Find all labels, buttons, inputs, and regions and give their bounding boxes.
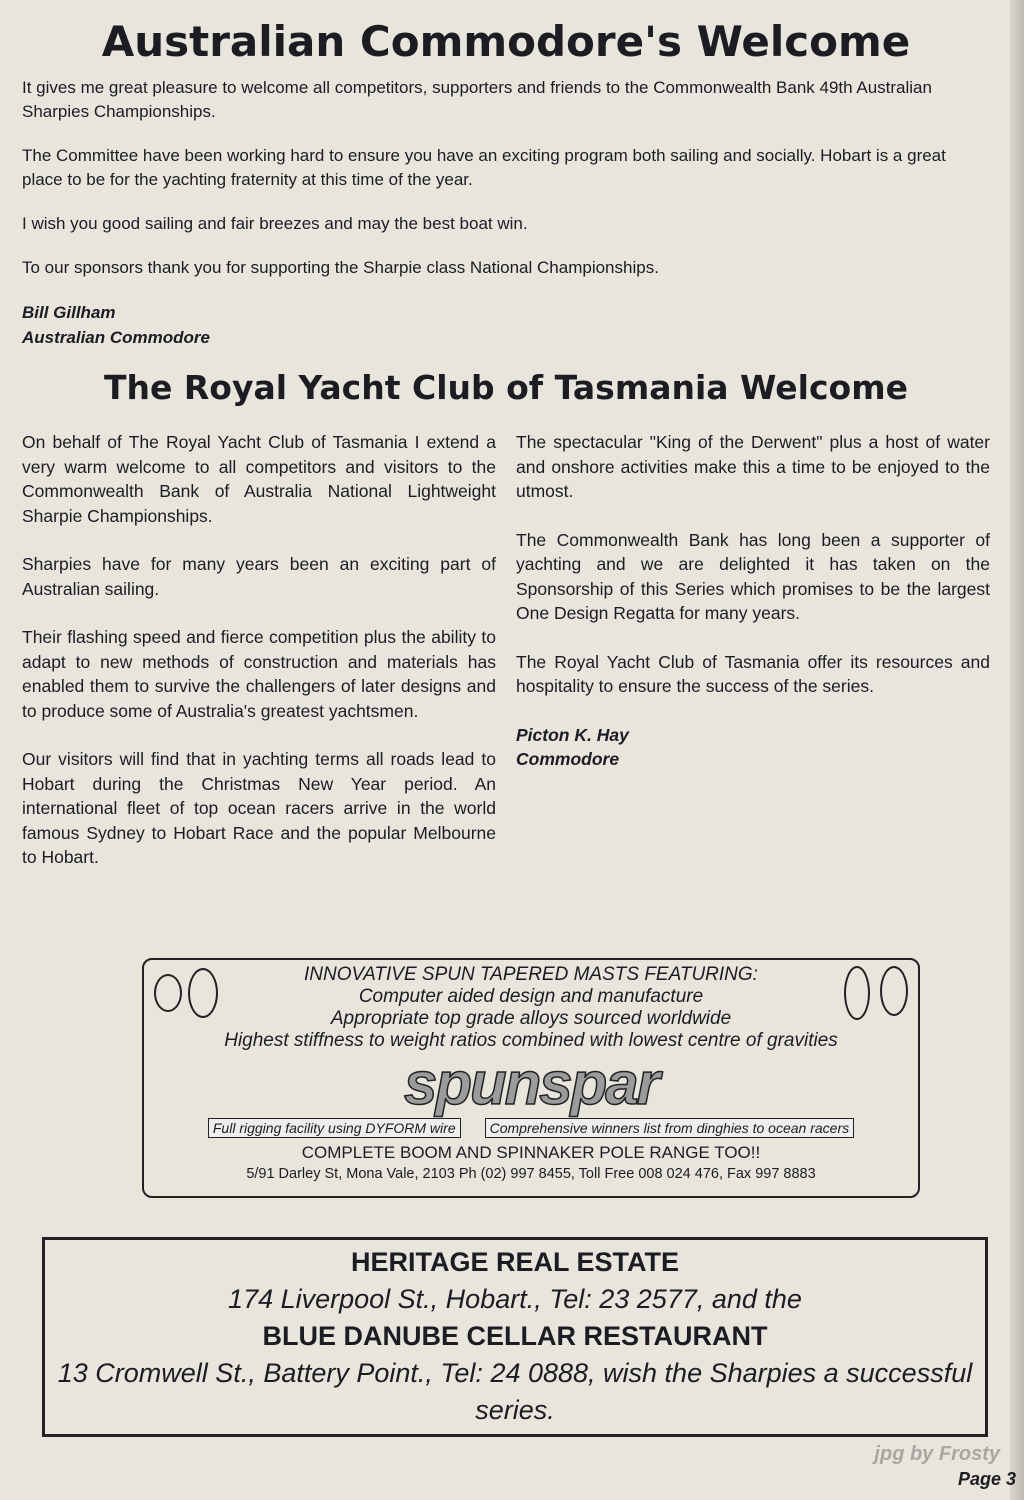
mast-section-icon [844,966,870,1020]
paragraph: I wish you good sailing and fair breezes and may the best boat win. [22,214,528,233]
scan-credit: jpg by Frosty [874,1443,1000,1465]
paragraph: The Commonwealth Bank has long been a supporter of yachting and we are delighted it has taken on the Sponsorship of this Series which promises to be the largest One Design Regatta for many years. [516,529,990,623]
paragraph: The Royal Yacht Club of Tasmania offer its resources and hospitality to ensure the success of the series. [516,651,990,696]
signature-name: Bill Gillham [22,303,116,322]
business-address: 174 Liverpool St., Hobart., Tel: 23 2577, and the [228,1284,802,1314]
article-body [22,16,990,894]
page-number: Page 3 [957,1469,1016,1489]
left-column [22,430,496,894]
signature-role: Australian Commodore [22,328,210,347]
business-address: 13 Cromwell St., Battery Point., Tel: 24 0888, wish the Sharpies a successful series. [57,1358,973,1425]
paragraph: On behalf of The Royal Yacht Club of Tasmania I extend a very warm welcome to all competitors and visitors to the Commonwealth Bank of Australia National Lightweight Sharpie Championships. [22,432,496,526]
signature-name: Picton K. Hay [516,724,629,745]
paragraph: To our sponsors thank you for supporting the Sharpie class National Championships. [22,258,659,277]
paragraph: Our visitors will find that in yachting terms all roads lead to Hobart during the Christmas New Year period. An international fleet of top ocean racers arrive in the world famous Sydney to Hobart Race and the popular Melbourne to Hobart. [22,749,496,867]
heritage-real-estate-advertisement [42,1237,988,1437]
ad-feature: Appropriate top grade alloys sourced worldwide [330,1008,732,1029]
page-edge [1010,0,1024,1500]
paragraph: The Committee have been working hard to ensure you have an exciting program both sailing and socially. Hobart is a great place to be for the yachting fraternity at this time of the year. [22,146,946,189]
signature-role: Commodore [516,749,620,769]
ad-tag: Full rigging facility using DYFORM wire [208,1118,461,1138]
ad-feature: Computer aided design and manufacture [358,986,704,1007]
ad-tags [144,1118,918,1138]
rytc-welcome-title: The Royal Yacht Club of Tasmania Welcome [104,368,908,407]
business-name: BLUE DANUBE CELLAR RESTAURANT [262,1321,768,1351]
rytc-signature [516,723,990,772]
mast-section-icon [154,974,182,1012]
ad-tag: Comprehensive winners list from dinghies to ocean racers [485,1118,855,1138]
commodore-signature [22,300,990,350]
ad-address: 5/91 Darley St, Mona Vale, 2103 Ph (02) 997 8455, Toll Free 008 024 476, Fax 997 8883 [246,1166,816,1182]
commodore-welcome-text [22,76,990,280]
paragraph: It gives me great pleasure to welcome all competitors, supporters and friends to the Commonwealth Bank 49th Australian Sharpies Championships. [22,78,932,121]
mast-section-icon [188,968,218,1018]
columns [22,430,990,894]
paragraph: The spectacular "King of the Derwent" plus a host of water and onshore activities make this a time to be enjoyed to the utmost. [516,432,990,501]
ad-feature: Highest stiffness to weight ratios combined with lowest centre of gravities [224,1030,838,1051]
spunspar-advertisement [142,958,920,1198]
spunspar-logo: spunspar [403,1050,659,1117]
paragraph: Sharpies have for many years been an exciting part of Australian sailing. [22,554,496,599]
right-column [516,430,990,894]
commodore-welcome-title: Australian Commodore's Welcome [101,17,911,66]
ad-bottom-line: COMPLETE BOOM AND SPINNAKER POLE RANGE TOO!! [301,1143,761,1162]
mast-section-icon [880,966,908,1016]
paragraph: Their flashing speed and fierce competition plus the ability to adapt to new methods of construction and materials has enabled them to survive the challengers of later designs and to produce some of Australia's greatest yachtsmen. [22,627,496,721]
business-name: HERITAGE REAL ESTATE [350,1247,680,1277]
ad-headline: INNOVATIVE SPUN TAPERED MASTS FEATURING: [304,964,758,985]
